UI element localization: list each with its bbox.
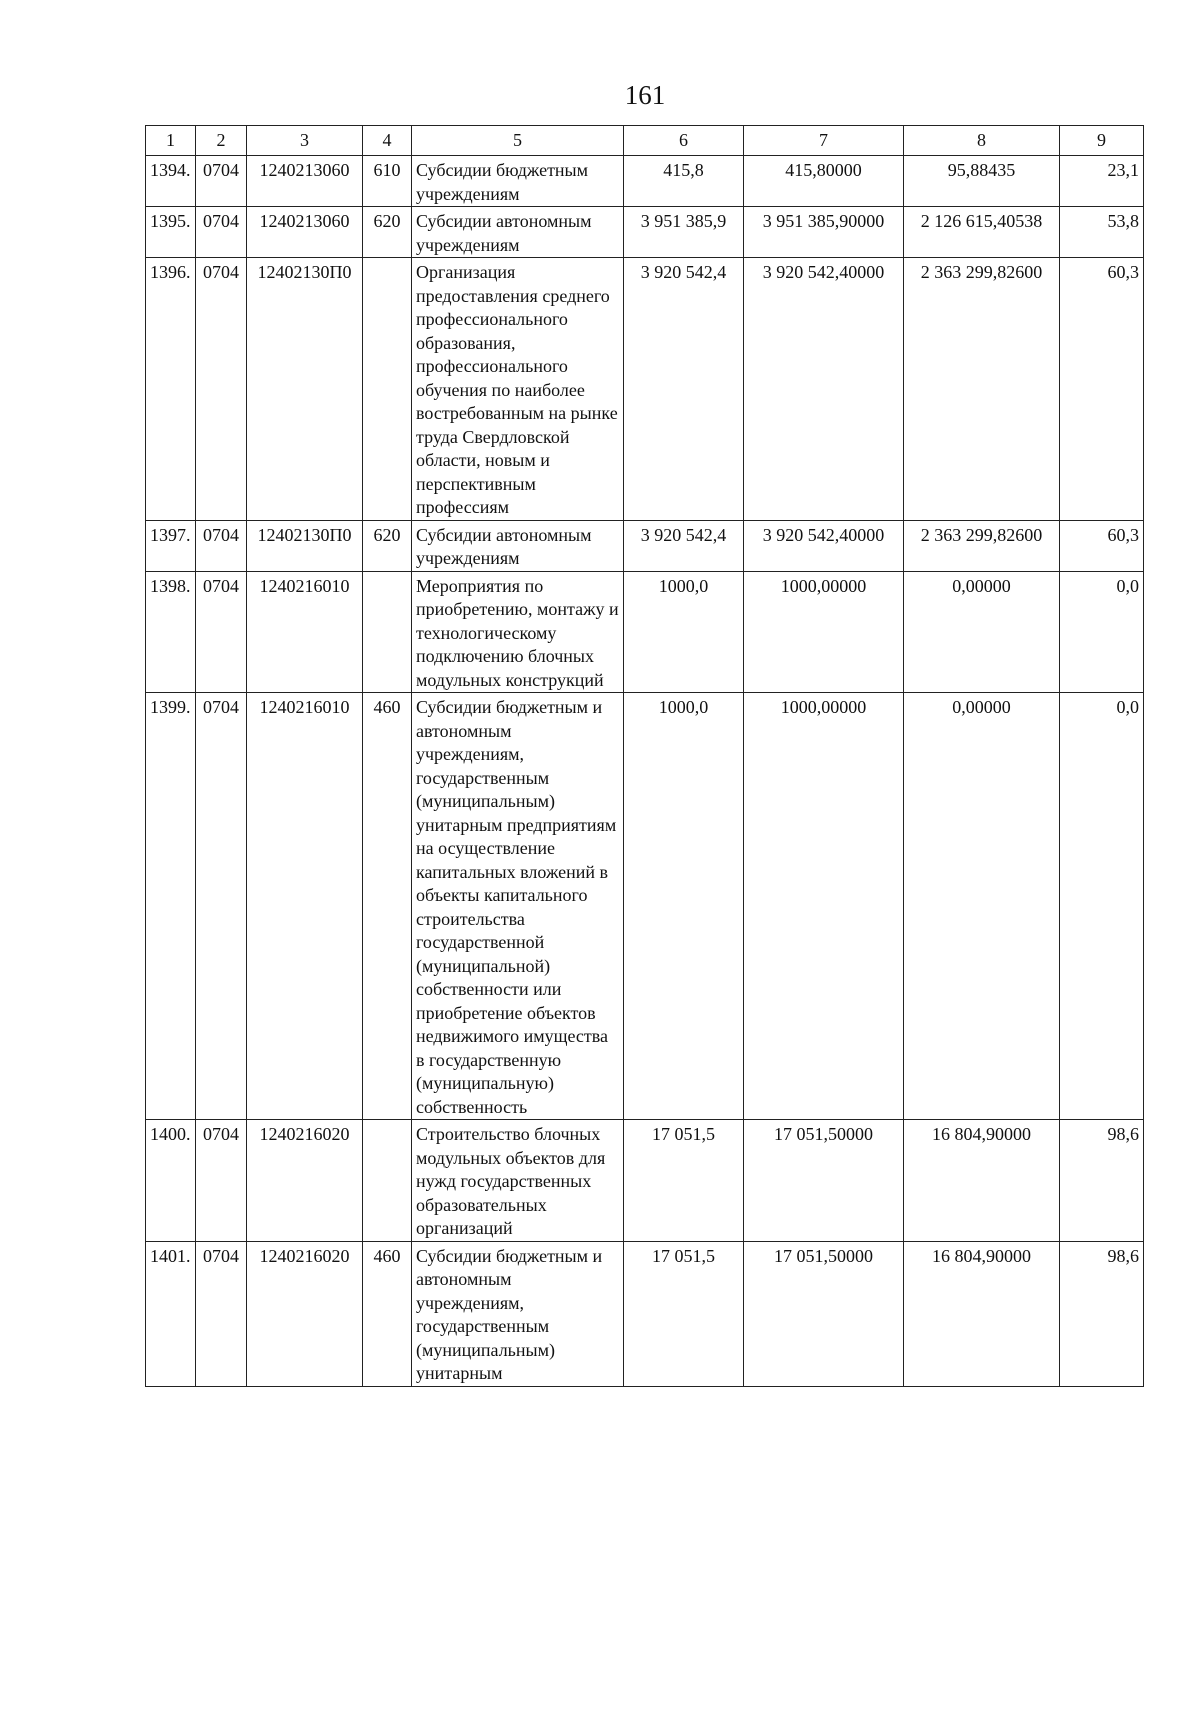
target-code: 1240216010 <box>247 571 363 693</box>
approved-value: 415,80000 <box>744 156 904 207</box>
table-row <box>146 693 1144 1120</box>
item-name: Строительство блочных модульных объектов для нужд государственных образовательных организаций <box>412 1120 624 1242</box>
header-cell: 3 <box>247 126 363 156</box>
budget-table <box>145 125 1144 1387</box>
target-code: 12402130П0 <box>247 520 363 571</box>
executed-value: 0,00000 <box>904 693 1060 1120</box>
approved-value: 3 951 385,90000 <box>744 207 904 258</box>
item-name: Субсидии бюджетным учреждениям <box>412 156 624 207</box>
plan-value: 17 051,5 <box>624 1120 744 1242</box>
row-number: 1395. <box>146 207 196 258</box>
section-code: 0704 <box>196 1120 247 1242</box>
percent-value: 0,0 <box>1060 571 1144 693</box>
approved-value: 17 051,50000 <box>744 1120 904 1242</box>
expense-type <box>363 571 412 693</box>
expense-type: 620 <box>363 207 412 258</box>
section-code: 0704 <box>196 1241 247 1386</box>
plan-value: 3 920 542,4 <box>624 520 744 571</box>
plan-value: 1000,0 <box>624 571 744 693</box>
percent-value: 60,3 <box>1060 520 1144 571</box>
header-cell: 6 <box>624 126 744 156</box>
executed-value: 0,00000 <box>904 571 1060 693</box>
target-code: 1240213060 <box>247 207 363 258</box>
row-number: 1394. <box>146 156 196 207</box>
target-code: 1240216010 <box>247 693 363 1120</box>
item-name: Субсидии бюджетным и автономным учреждениям, государственным (муниципальным) унитарным <box>412 1241 624 1386</box>
table-row <box>146 258 1144 521</box>
executed-value: 2 126 615,40538 <box>904 207 1060 258</box>
executed-value: 16 804,90000 <box>904 1120 1060 1242</box>
table-row <box>146 571 1144 693</box>
row-number: 1397. <box>146 520 196 571</box>
expense-type <box>363 1120 412 1242</box>
row-number: 1396. <box>146 258 196 521</box>
row-number: 1399. <box>146 693 196 1120</box>
plan-value: 3 951 385,9 <box>624 207 744 258</box>
row-number: 1401. <box>146 1241 196 1386</box>
percent-value: 53,8 <box>1060 207 1144 258</box>
plan-value: 3 920 542,4 <box>624 258 744 521</box>
plan-value: 1000,0 <box>624 693 744 1120</box>
target-code: 1240216020 <box>247 1241 363 1386</box>
header-cell: 7 <box>744 126 904 156</box>
target-code: 1240213060 <box>247 156 363 207</box>
percent-value: 0,0 <box>1060 693 1144 1120</box>
header-row <box>146 126 1144 156</box>
executed-value: 95,88435 <box>904 156 1060 207</box>
section-code: 0704 <box>196 693 247 1120</box>
executed-value: 2 363 299,82600 <box>904 258 1060 521</box>
section-code: 0704 <box>196 571 247 693</box>
header-cell: 1 <box>146 126 196 156</box>
percent-value: 98,6 <box>1060 1241 1144 1386</box>
approved-value: 1000,00000 <box>744 693 904 1120</box>
table-row <box>146 207 1144 258</box>
expense-type <box>363 258 412 521</box>
item-name: Субсидии автономным учреждениям <box>412 207 624 258</box>
table-row <box>146 156 1144 207</box>
expense-type: 620 <box>363 520 412 571</box>
header-cell: 4 <box>363 126 412 156</box>
percent-value: 60,3 <box>1060 258 1144 521</box>
section-code: 0704 <box>196 258 247 521</box>
expense-type: 460 <box>363 693 412 1120</box>
target-code: 1240216020 <box>247 1120 363 1242</box>
approved-value: 1000,00000 <box>744 571 904 693</box>
item-name: Организация предоставления среднего профессионального образования, профессионального обучения по наиболее востребованным на рынке труда Свердловской области, новым и перспективным профессиям <box>412 258 624 521</box>
executed-value: 2 363 299,82600 <box>904 520 1060 571</box>
table-row <box>146 520 1144 571</box>
header-cell: 5 <box>412 126 624 156</box>
row-number: 1400. <box>146 1120 196 1242</box>
header-cell: 2 <box>196 126 247 156</box>
item-name: Субсидии бюджетным и автономным учреждениям, государственным (муниципальным) унитарным предприятиям на осуществление капитальных вложений в объекты капитального строительства государственной (муниципальной) собственности или приобретение объектов недвижимого имущества в государственную (муниципальную) собственность <box>412 693 624 1120</box>
plan-value: 17 051,5 <box>624 1241 744 1386</box>
expense-type: 460 <box>363 1241 412 1386</box>
executed-value: 16 804,90000 <box>904 1241 1060 1386</box>
header-cell: 9 <box>1060 126 1144 156</box>
item-name: Субсидии автономным учреждениям <box>412 520 624 571</box>
percent-value: 23,1 <box>1060 156 1144 207</box>
table-row <box>146 1120 1144 1242</box>
approved-value: 3 920 542,40000 <box>744 258 904 521</box>
item-name: Мероприятия по приобретению, монтажу и технологическому подключению блочных модульных конструкций <box>412 571 624 693</box>
target-code: 12402130П0 <box>247 258 363 521</box>
table-row <box>146 1241 1144 1386</box>
expense-type: 610 <box>363 156 412 207</box>
percent-value: 98,6 <box>1060 1120 1144 1242</box>
approved-value: 17 051,50000 <box>744 1241 904 1386</box>
page-number: 161 <box>624 80 666 110</box>
approved-value: 3 920 542,40000 <box>744 520 904 571</box>
section-code: 0704 <box>196 207 247 258</box>
header-cell: 8 <box>904 126 1060 156</box>
section-code: 0704 <box>196 156 247 207</box>
plan-value: 415,8 <box>624 156 744 207</box>
row-number: 1398. <box>146 571 196 693</box>
section-code: 0704 <box>196 520 247 571</box>
